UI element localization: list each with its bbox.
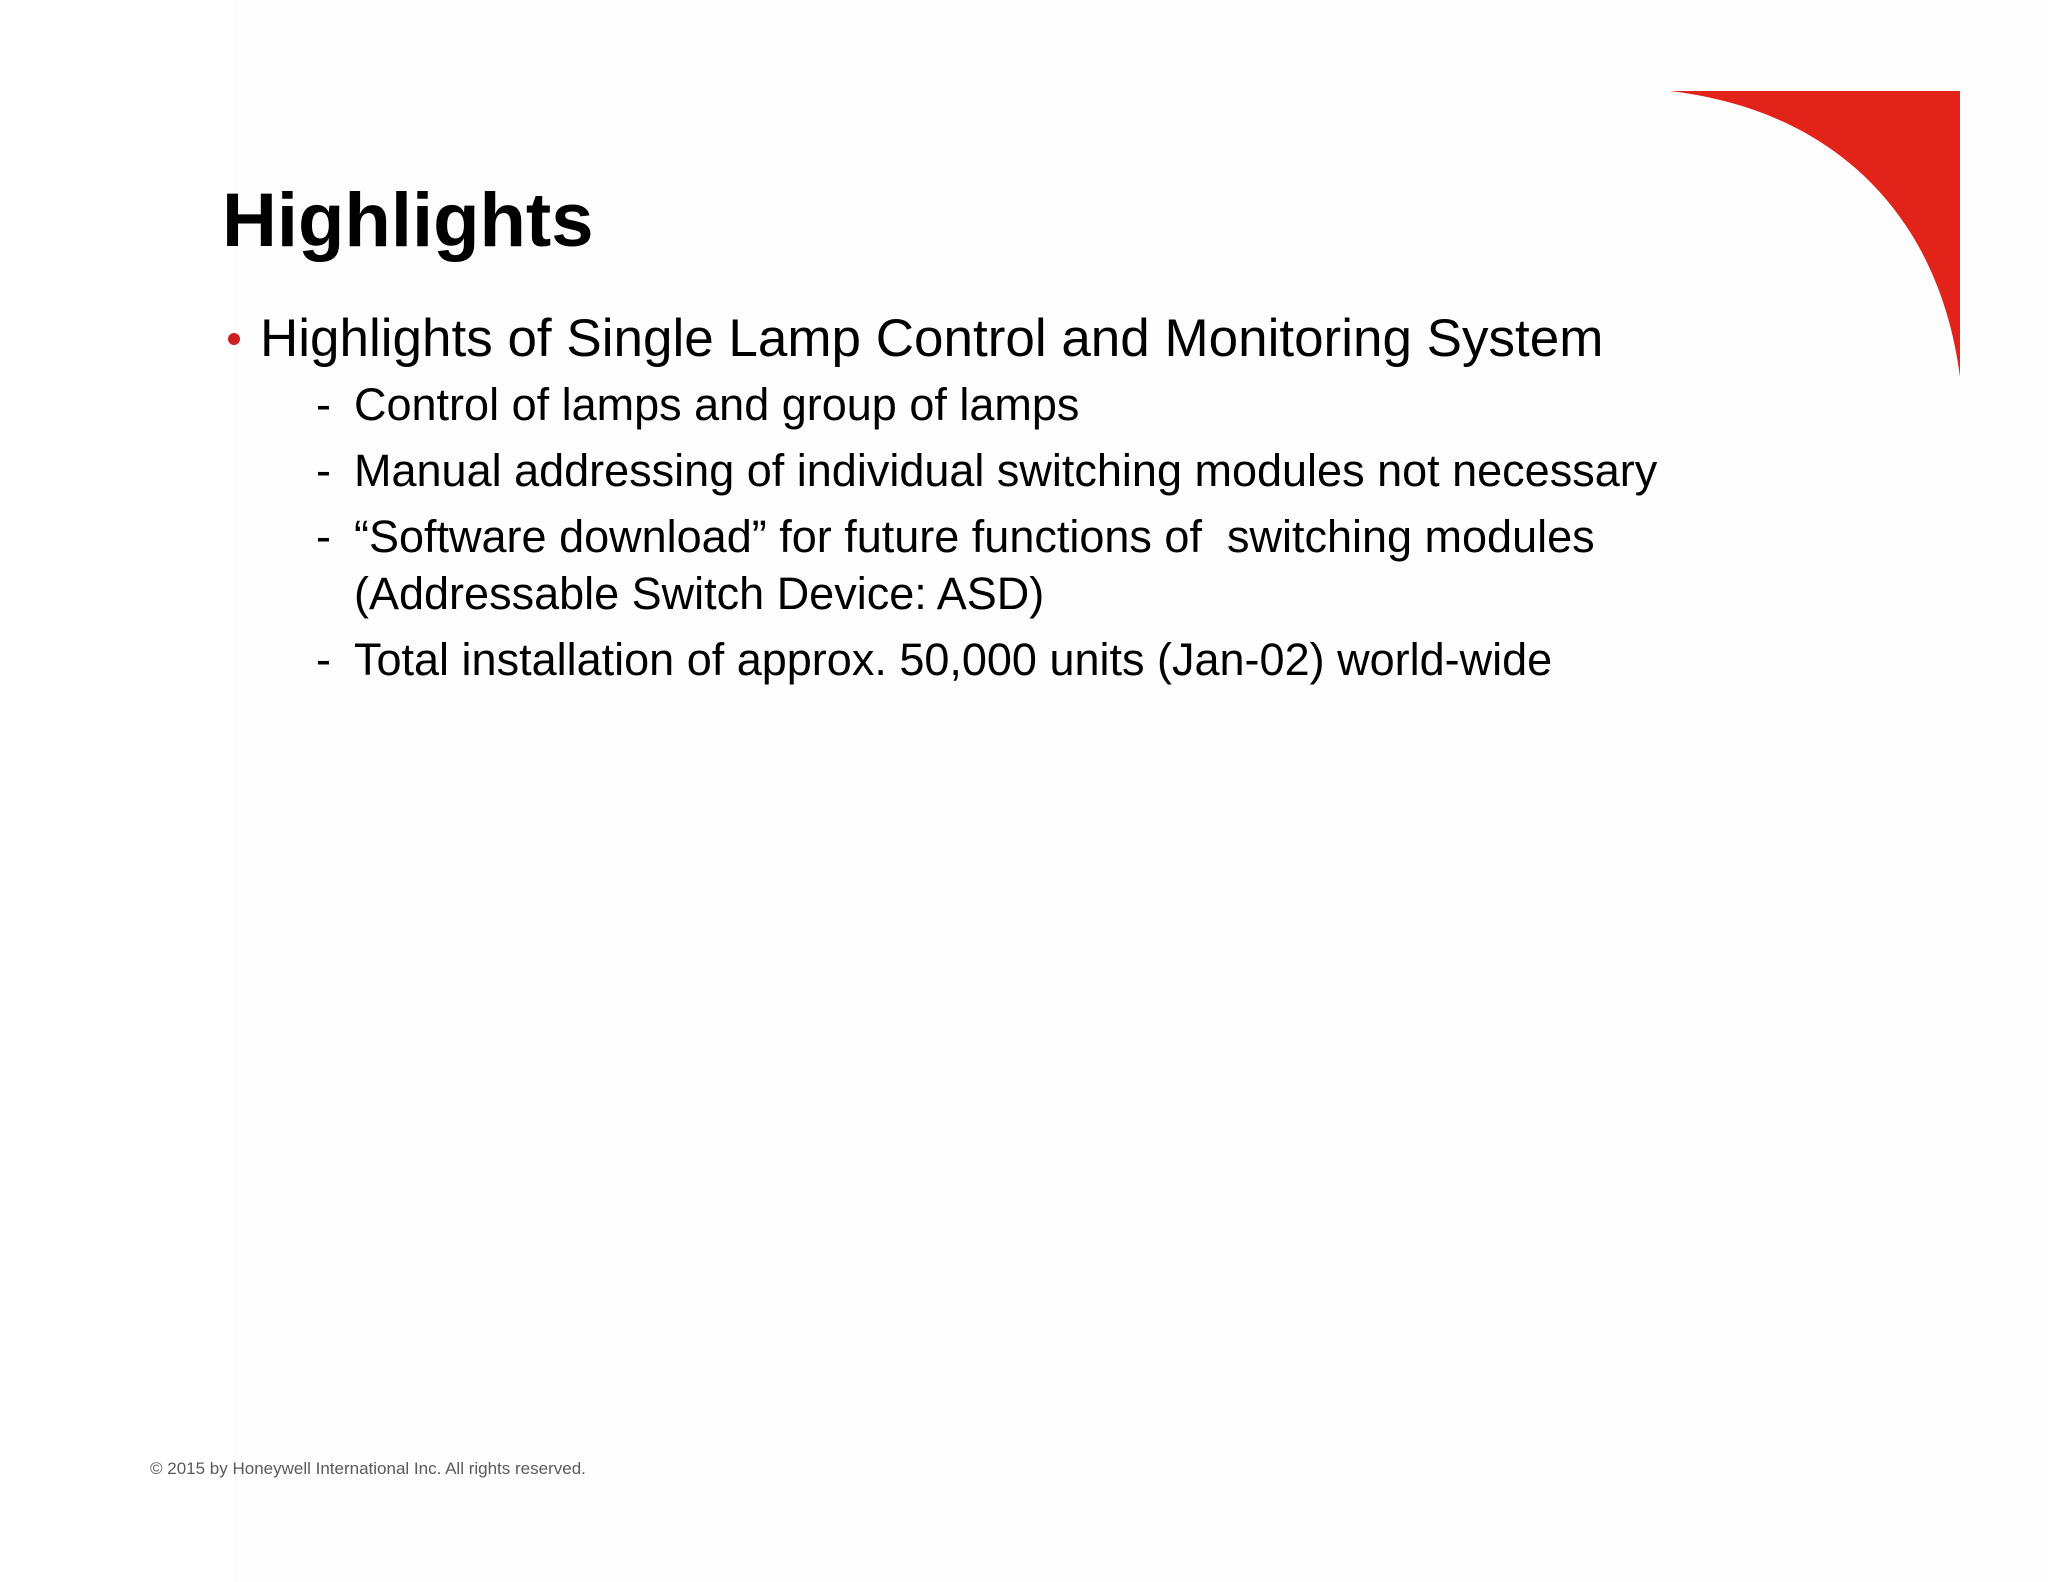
dash-marker: - bbox=[316, 379, 331, 430]
dash-marker: - bbox=[316, 511, 331, 562]
sub-bullet-list bbox=[316, 376, 1657, 697]
dash-marker: - bbox=[316, 634, 331, 685]
slide-title: Highlights bbox=[222, 178, 594, 263]
sub-bullet-item bbox=[316, 631, 1657, 688]
sub-bullet-item bbox=[316, 376, 1657, 433]
corner-arc-shape bbox=[1670, 91, 1960, 377]
sub-bullet-text: Manual addressing of individual switching modules not necessary bbox=[354, 445, 1658, 496]
main-bullet-text: Highlights of Single Lamp Control and Monitoring System bbox=[260, 309, 1604, 368]
sub-bullet-text: Control of lamps and group of lamps bbox=[354, 379, 1080, 430]
dash-marker: - bbox=[316, 445, 331, 496]
sub-bullet-text: Total installation of approx. 50,000 units (Jan-02) world-wide bbox=[354, 634, 1553, 685]
main-bullet bbox=[222, 306, 1603, 372]
sub-bullet-item bbox=[316, 442, 1657, 499]
red-dot-bullet-icon bbox=[228, 333, 240, 345]
sub-bullet-text: “Software download” for future functions of switching modules (Addressable Switch Device: ASD) bbox=[354, 511, 1595, 619]
corner-arc-decoration bbox=[1670, 91, 1960, 377]
sub-bullet-item bbox=[316, 508, 1657, 622]
copyright-footer: © 2015 by Honeywell International Inc. All rights reserved. bbox=[150, 1459, 586, 1478]
